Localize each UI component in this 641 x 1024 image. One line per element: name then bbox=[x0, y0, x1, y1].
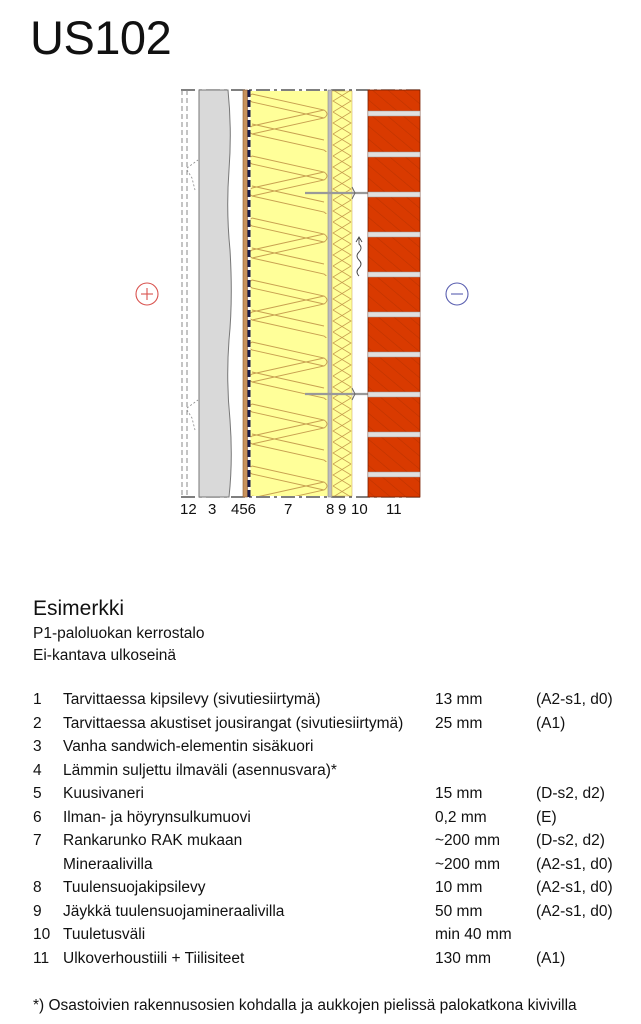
table-row bbox=[33, 735, 633, 759]
warm-side-plus-icon bbox=[136, 283, 158, 305]
fire-class: (D-s2, d2) bbox=[536, 832, 605, 849]
layer-number: 1 bbox=[33, 691, 42, 708]
layer-thickness: 25 mm bbox=[435, 714, 483, 732]
layer-7-insulation bbox=[251, 91, 329, 496]
layer-label: 10 bbox=[351, 501, 368, 518]
airflow-arrow-icon bbox=[356, 237, 362, 276]
layer-spec-table bbox=[33, 688, 633, 970]
detail-code-title: US102 bbox=[30, 11, 172, 64]
table-row bbox=[33, 853, 633, 877]
table-row bbox=[33, 806, 633, 830]
layer-description: Jäykkä tuulensuojamineraalivilla bbox=[63, 902, 285, 920]
table-row bbox=[33, 688, 633, 712]
layer-description: Ilman- ja höyrynsulkumuovi bbox=[63, 808, 251, 826]
layer-description: Tarvittaessa kipsilevy (sivutiesiirtymä) bbox=[63, 691, 321, 708]
layer-description: Tarvittaessa akustiset jousirangat (sivutiesiirtymä) bbox=[63, 714, 404, 732]
layer-description: Kuusivaneri bbox=[63, 785, 144, 802]
layer-thickness: 130 mm bbox=[435, 949, 491, 967]
layer-number: 8 bbox=[33, 879, 42, 896]
fire-class: (E) bbox=[536, 808, 557, 826]
layer-description: Ulkoverhoustiili + Tiilisiteet bbox=[63, 949, 245, 967]
table-row bbox=[33, 947, 633, 971]
table-row bbox=[33, 782, 633, 806]
layer-description: Tuuletusväli bbox=[63, 926, 146, 943]
layer-thickness: 10 mm bbox=[435, 879, 483, 896]
fire-class: (A1) bbox=[536, 714, 566, 732]
layer-label: 9 bbox=[338, 501, 347, 518]
layer-3-concrete bbox=[199, 90, 231, 497]
layer-thickness: ~200 mm bbox=[435, 855, 501, 873]
layer-thickness: 13 mm bbox=[435, 691, 483, 708]
layer-number: 4 bbox=[33, 761, 42, 779]
fire-class: (A2-s1, d0) bbox=[536, 902, 613, 920]
layer-number: 2 bbox=[33, 714, 42, 732]
layer-thickness: min 40 mm bbox=[435, 926, 512, 943]
layer-8-gypsum bbox=[328, 90, 332, 497]
fire-class: (A2-s1, d0) bbox=[536, 855, 613, 873]
layer-1-2-optional-gypsum bbox=[182, 90, 198, 497]
fire-class: (A2-s1, d0) bbox=[536, 691, 613, 708]
layer-thickness: 50 mm bbox=[435, 902, 483, 920]
wall-type: Ei-kantava ulkoseinä bbox=[33, 647, 177, 664]
layer-label: 3 bbox=[208, 501, 217, 518]
fire-class: (A1) bbox=[536, 949, 566, 967]
building-type: P1-paloluokan kerrostalo bbox=[33, 625, 205, 642]
layer-description: Tuulensuojakipsilevy bbox=[63, 879, 206, 896]
layer-number: 10 bbox=[33, 926, 51, 943]
layer-label: 7 bbox=[284, 501, 293, 518]
layer-thickness: 15 mm bbox=[435, 785, 483, 802]
layer-number: 6 bbox=[33, 808, 42, 826]
layer-5-plywood bbox=[243, 90, 248, 497]
layer-label: 456 bbox=[231, 501, 257, 518]
example-heading: Esimerkki bbox=[33, 597, 125, 620]
layer-description: Lämmin suljettu ilmaväli (asennusvara)* bbox=[63, 761, 337, 779]
cold-side-minus-icon bbox=[446, 283, 468, 305]
layer-9-rigid-wool bbox=[332, 91, 352, 496]
layer-number: 7 bbox=[33, 832, 42, 849]
layer-description: Vanha sandwich-elementin sisäkuori bbox=[63, 738, 314, 755]
footnote: *) Osastoivien rakennusosien kohdalla ja aukkojen pielissä palokatkona kivivilla bbox=[33, 997, 577, 1014]
fire-class: (A2-s1, d0) bbox=[536, 879, 613, 896]
table-row bbox=[33, 829, 633, 853]
layer-number: 11 bbox=[33, 949, 50, 967]
layer-label: 12 bbox=[180, 501, 197, 518]
table-row bbox=[33, 759, 633, 783]
table-row bbox=[33, 712, 633, 736]
layer-thickness: 0,2 mm bbox=[435, 808, 487, 826]
table-row bbox=[33, 900, 633, 924]
layer-description: Mineraalivilla bbox=[63, 855, 153, 873]
layer-label: 8 bbox=[326, 501, 335, 518]
layer-description: Rankarunko RAK mukaan bbox=[63, 832, 243, 849]
layer-number: 9 bbox=[33, 902, 42, 920]
layer-number: 3 bbox=[33, 738, 42, 755]
layer-thickness: ~200 mm bbox=[435, 832, 501, 849]
layer-number: 5 bbox=[33, 785, 42, 802]
fire-class: (D-s2, d2) bbox=[536, 785, 605, 802]
layer-label: 11 bbox=[386, 501, 402, 518]
table-row bbox=[33, 876, 633, 900]
table-row bbox=[33, 923, 633, 947]
